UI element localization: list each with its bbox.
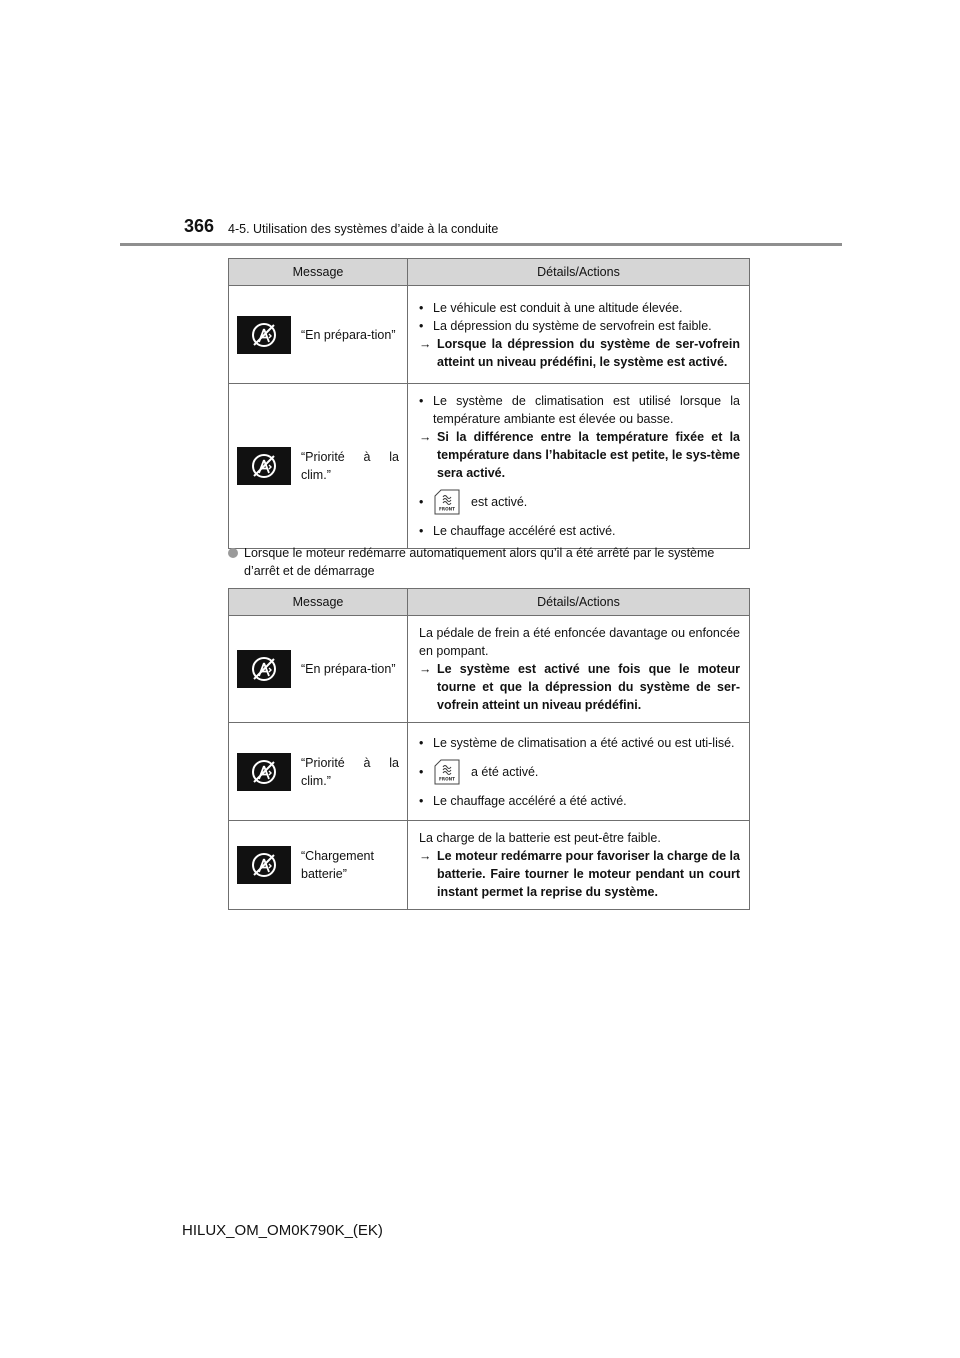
table-header-row — [229, 259, 750, 286]
detail-text: La charge de la batterie est peut-être faible. — [419, 831, 661, 845]
document-code: HILUX_OM_OM0K790K_(EK) — [182, 1222, 383, 1239]
stop-start-off-icon — [237, 447, 291, 485]
stop-start-off-icon — [237, 753, 291, 791]
table-row — [229, 723, 750, 821]
message-label: “Priorité à la clim.” — [301, 755, 399, 788]
stop-start-off-icon — [237, 650, 291, 688]
message-label: “En prépara-tion” — [301, 327, 396, 342]
table-row — [229, 384, 750, 549]
message-label: “En prépara-tion” — [301, 662, 396, 676]
list-item: • FRONT est activé. — [419, 488, 740, 516]
column-header-details: Détails/Actions — [408, 589, 750, 616]
stop-start-off-icon — [237, 846, 291, 884]
bullet-dot-icon — [228, 548, 238, 558]
intro-paragraph: Lorsque le moteur redémarre automatiquement alors qu’il a été arrêté par le système d’arrêt et de démarrage — [228, 544, 750, 580]
list-item: • Le chauffage accéléré a été activé. — [419, 793, 627, 808]
message-label: “Chargement batterie” — [301, 849, 374, 881]
table-row — [229, 616, 750, 723]
front-defroster-icon — [433, 758, 461, 786]
list-item: • La dépression du système de servofrein est faible. — [419, 318, 712, 333]
svg-text:FRONT: FRONT — [438, 506, 456, 512]
message-label: “Priorité à la clim.” — [301, 450, 399, 482]
column-header-details: Détails/Actions — [408, 259, 750, 286]
result-line: → Le moteur redémarre pour favoriser la charge de la batterie. Faire tourner le moteur pendant un court instant permet la reprise du système. — [419, 849, 740, 899]
table-header-row — [229, 589, 750, 616]
list-item: • Le chauffage accéléré est activé. — [419, 524, 616, 538]
detail-text: La pédale de frein a été enfoncée davantage ou enfoncée en pompant. — [419, 626, 740, 658]
section-title: 4-5. Utilisation des systèmes d’aide à la conduite — [228, 222, 499, 236]
header-rule — [120, 243, 842, 246]
list-item: • Le système de climatisation est utilisé lorsque la température ambiante est élevée ou basse. — [419, 394, 740, 426]
page-number: 366 — [184, 216, 215, 236]
table-row — [229, 821, 750, 910]
table-row — [229, 286, 750, 384]
svg-text:FRONT: FRONT — [438, 776, 456, 781]
column-header-message: Message — [229, 589, 408, 616]
message-table-1 — [228, 258, 750, 549]
stop-start-off-icon — [237, 316, 291, 354]
list-item: • FRONT a été activé. — [419, 758, 740, 786]
result-line: → Le système est activé une fois que le moteur tourne et que la dépression du système de ser-vofrein atteint un niveau prédéfini. — [419, 662, 740, 712]
result-line: → Si la différence entre la température fixée et la température dans l’habitacle est petite, le sys-tème sera activé. — [419, 430, 740, 480]
message-table-2 — [228, 588, 750, 910]
result-line: → Lorsque la dépression du système de ser-vofrein atteint un niveau prédéfini, le système est activé. — [419, 336, 740, 369]
list-item: • Le véhicule est conduit à une altitude élevée. — [419, 300, 683, 315]
column-header-message: Message — [229, 259, 408, 286]
front-defroster-icon — [433, 488, 461, 516]
list-item: • Le système de climatisation a été activé ou est uti-lisé. — [419, 735, 735, 750]
